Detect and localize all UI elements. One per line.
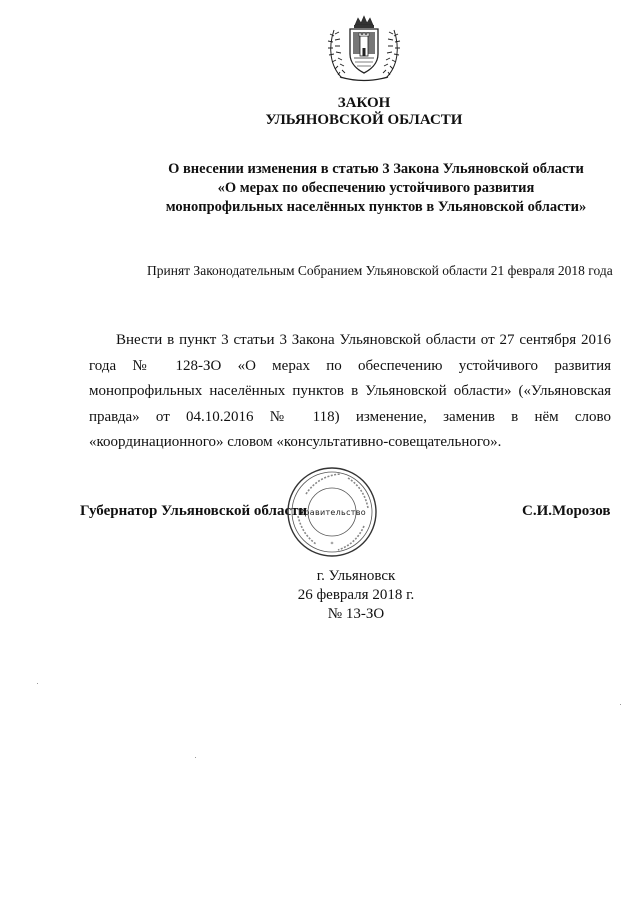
law-body-paragraph: Внести в пункт 3 статьи 3 Закона Ульяновской области от 27 сентября 2016 года № 128-ЗО «О мерах по обеспечению устойчивого развития монопрофильных населённых пунктов в Ульяновской области» («Ульяновская правда» от 04.10.2016 № 118) изменение, заменив в нём слово «координационного» словом «консультативно-совещательного».: [89, 332, 611, 450]
place-and-date: [286, 567, 426, 624]
seal-inner-text: Правительство: [298, 507, 366, 517]
law-title-line-1: О внесении изменения в статью 3 Закона Ульяновской области: [168, 161, 584, 177]
city-label: г. Ульяновск: [316, 568, 396, 584]
signatory-title: Губернатор Ульяновской области: [80, 503, 308, 519]
scan-speck: [620, 704, 621, 705]
law-label: ЗАКОН: [337, 95, 391, 111]
scan-speck: [37, 683, 38, 684]
law-number-label: № 13-ЗО: [327, 606, 385, 622]
law-title: [96, 160, 640, 217]
coat-of-arms-icon: [324, 14, 404, 84]
adoption-note: Принят Законодательным Собранием Ульяновской области 21 февраля 2018 года: [147, 263, 613, 278]
region-label: УЛЬЯНОВСКОЙ ОБЛАСТИ: [265, 112, 463, 128]
law-title-line-3: монопрофильных населённых пунктов в Ульяновской области»: [165, 199, 587, 215]
official-seal-icon: [284, 464, 380, 560]
svg-text:*: *: [330, 541, 334, 548]
scan-speck: [195, 757, 196, 758]
signatory-name: С.И.Морозов: [522, 503, 611, 519]
law-title-line-2: «О мерах по обеспечению устойчивого развития: [217, 180, 535, 196]
date-label: 26 февраля 2018 г.: [297, 587, 415, 603]
